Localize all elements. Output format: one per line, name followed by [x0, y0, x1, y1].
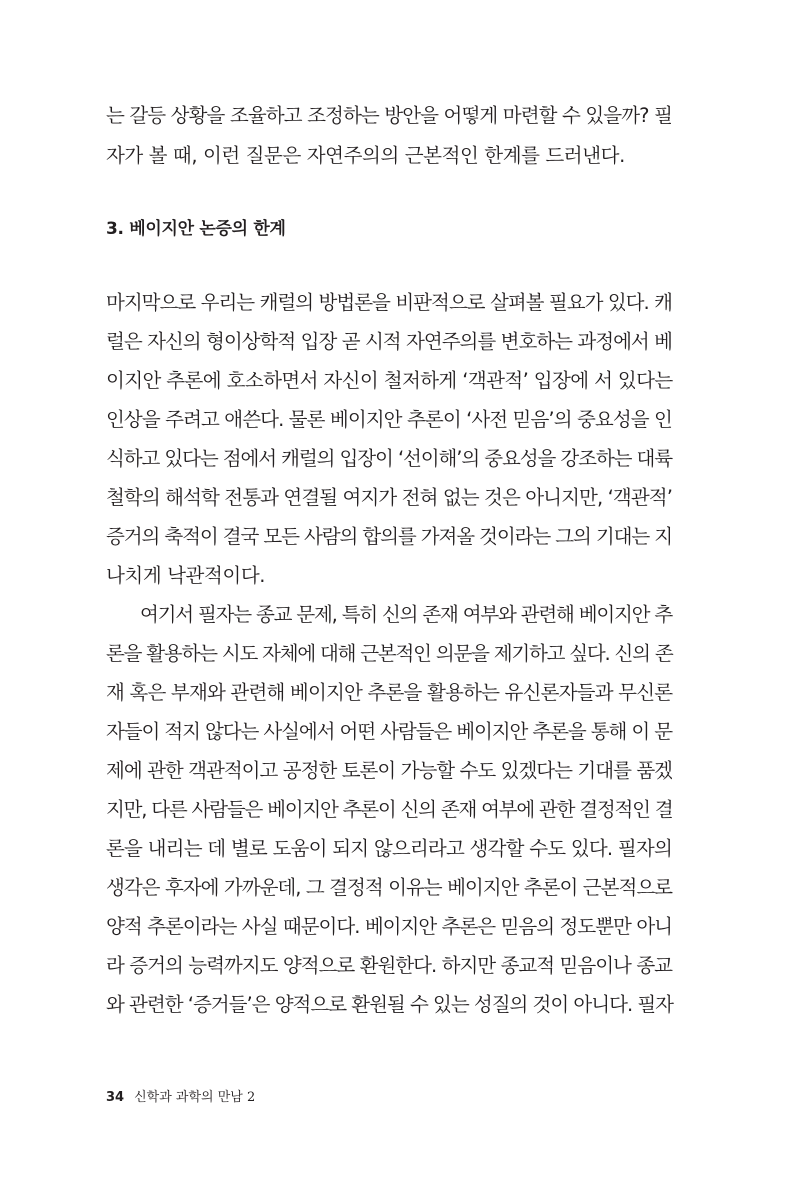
- paragraph1-line-5: 식하고 있다는 점에서 캐럴의 입장이 ‘선이해’의 중요성을 강조하는 대륙: [106, 447, 672, 470]
- paragraph1-line-8: 나치게 낙관적이다.: [106, 564, 266, 587]
- paragraph1-line-4: 인상을 주려고 애쓴다. 물론 베이지안 추론이 ‘사전 믿음’의 중요성을 인: [106, 408, 672, 431]
- paragraph2-line-7: 론을 내리는 데 별로 도움이 되지 않으리라고 생각할 수도 있다. 필자의: [106, 837, 672, 860]
- paragraph2-line-1: 여기서 필자는 종교 문제, 특히 신의 존재 여부와 관련해 베이지안 추: [140, 603, 672, 626]
- paragraph2-line-6: 지만, 다른 사람들은 베이지안 추론이 신의 존재 여부에 관한 결정적인 결: [106, 798, 673, 821]
- paragraph2-line-11: 와 관련한 ‘증거들’은 양적으로 환원될 수 있는 성질의 것이 아니다. 필자: [106, 993, 674, 1016]
- paragraph2-line-8: 생각은 후자에 가까운데, 그 결정적 이유는 베이지안 추론이 근본적으로: [106, 876, 672, 899]
- paragraph2-line-5: 제에 관한 객관적이고 공정한 토론이 가능할 수도 있겠다는 기대를 품겠: [106, 759, 672, 782]
- intro-line-2: 자가 볼 때, 이런 질문은 자연주의의 근본적인 한계를 드러낸다.: [106, 144, 625, 167]
- paragraph1-line-6: 철학의 해석학 전통과 연결될 여지가 전혀 없는 것은 아니지만, ‘객관적’: [106, 486, 672, 509]
- paragraph1-line-7: 증거의 축적이 결국 모든 사람의 합의를 가져올 것이라는 그의 기대는 지: [106, 525, 672, 548]
- intro-line-1: 는 갈등 상황을 조율하고 조정하는 방안을 어떻게 마련할 수 있을까? 필: [106, 104, 672, 127]
- paragraph1-line-1: 마지막으로 우리는 캐럴의 방법론을 비판적으로 살펴볼 필요가 있다. 캐: [106, 291, 672, 314]
- paragraph1-line-3: 이지안 추론에 호소하면서 자신이 철저하게 ‘객관적’ 입장에 서 있다는: [106, 369, 673, 392]
- section-heading: 3. 베이지안 논증의 한계: [106, 219, 286, 239]
- paragraph2-line-10: 라 증거의 능력까지도 양적으로 환원한다. 하지만 종교적 믿음이나 종교: [106, 954, 672, 977]
- book-page: [106, 0, 672, 1189]
- paragraph1-line-2: 럴은 자신의 형이상학적 입장 곧 시적 자연주의를 변호하는 과정에서 베: [106, 330, 672, 353]
- page-footer: [106, 1088, 255, 1108]
- book-title: 신학과 과학의 만남 2: [134, 1090, 256, 1105]
- paragraph2-line-4: 자들이 적지 않다는 사실에서 어떤 사람들은 베이지안 추론을 통해 이 문: [106, 720, 672, 743]
- paragraph2-line-2: 론을 활용하는 시도 자체에 대해 근본적인 의문을 제기하고 싶다. 신의 존: [106, 642, 673, 665]
- paragraph2-line-3: 재 혹은 부재와 관련해 베이지안 추론을 활용하는 유신론자들과 무신론: [106, 681, 673, 704]
- page-number: 34: [106, 1090, 125, 1105]
- paragraph2-line-9: 양적 추론이라는 사실 때문이다. 베이지안 추론은 믿음의 정도뿐만 아니: [106, 915, 672, 938]
